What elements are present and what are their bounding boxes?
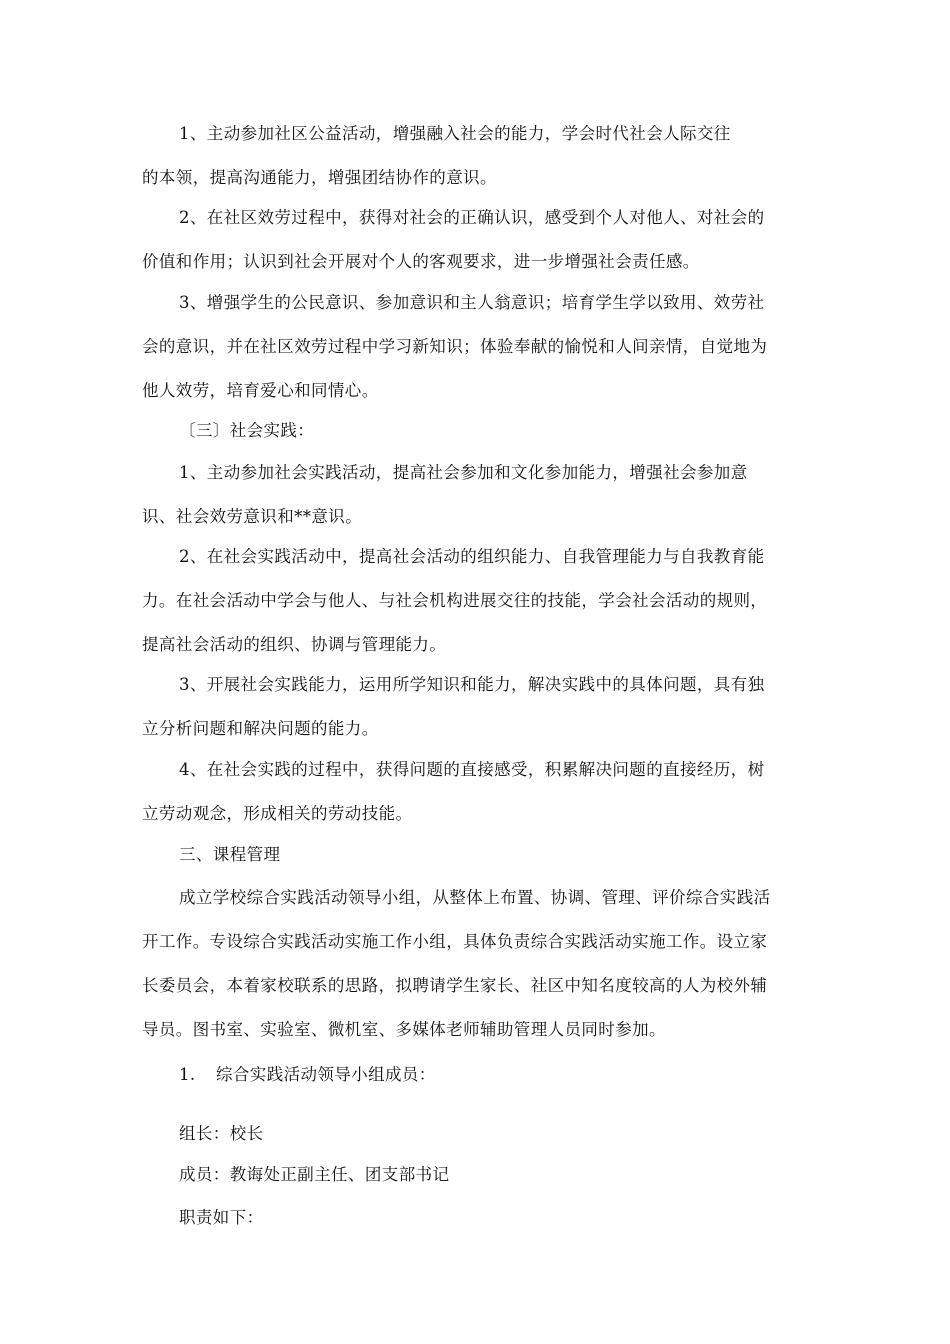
leader-line [142,1112,816,1156]
list-text: 综合实践活动领导小组成员： [216,1065,436,1084]
list-number: 1. [179,1065,196,1084]
text-line: 立劳动观念，形成相关的劳动技能。 [142,804,413,823]
text-line: 提高社会活动的组织、协调与管理能力。 [142,635,447,654]
text-line: 他人效劳，培育爱心和同情心。 [142,381,379,400]
text-line: 识、社会效劳意识和**意识。 [142,507,363,526]
section-heading: 〔三〕社会实践： [179,421,315,440]
text-line: 3、增强学生的公民意识、参加意识和主人翁意识；培育学生学以致用、效劳社 [179,293,765,312]
heading-course-management [142,833,816,877]
text-line: 1、主动参加社会实践活动，提高社会参加和文化参加能力，增强社会参加意 [179,463,748,482]
text-line: 2、在社会实践活动中，提高社会活动的组织能力、自我管理能力与自我教育能 [179,547,765,566]
text-line: 的本领，提高沟通能力，增强团结协作的意识。 [142,168,497,187]
text-line: 组长：校长 [179,1124,264,1143]
text-line: 成员：教诲处正副主任、团支部书记 [179,1165,450,1184]
duties-line [142,1196,816,1240]
text-line: 4、在社会实践的过程中，获得问题的直接感受，积累解决问题的直接经历，树 [179,760,765,779]
paragraph-community-2 [142,196,816,284]
text-line: 1、主动参加社区公益活动，增强融入社会的能力，学会时代社会人际交往 [179,124,731,143]
text-line: 价值和作用；认识到社会开展对个人的客观要求，进一步增强社会责任感。 [142,252,700,271]
paragraph-management [142,876,816,1052]
text-line: 长委员会，本着家校联系的思路，拟聘请学生家长、社区中知名度较高的人为校外辅 [142,976,768,995]
text-line: 职责如下： [179,1208,264,1227]
text-line: 2、在社区效劳过程中，获得对社会的正确认识，感受到个人对他人、对社会的 [179,208,765,227]
members-line [142,1153,816,1197]
paragraph-practice-2 [142,535,816,667]
paragraph-community-1 [142,112,816,200]
text-line: 3、开展社会实践能力，运用所学知识和能力，解决实践中的具体问题，具有独 [179,675,765,694]
text-line: 成立学校综合实践活动领导小组，从整体上布置、协调、管理、评价综合实践活 [179,888,771,907]
list-line [142,1053,816,1097]
text-line: 导员。图书室、实验室、微机室、多媒体老师辅助管理人员同时参加。 [142,1020,666,1039]
text-line: 开工作。专设综合实践活动实施工作小组，具体负责综合实践活动实施工作。设立家 [142,932,768,951]
text-line: 力。在社会活动中学会与他人、与社会机构进展交往的技能，学会社会活动的规则， [142,591,768,610]
list-item-leadership-group [142,1053,816,1097]
paragraph-practice-1 [142,451,816,539]
text-line: 立分析问题和解决问题的能力。 [142,719,379,738]
text-line: 会的意识，并在社区效劳过程中学习新知识；体验奉献的愉悦和人间亲情，自觉地为 [142,337,768,356]
heading-social-practice [142,409,816,453]
paragraph-practice-3 [142,663,816,751]
paragraph-practice-4 [142,748,816,836]
paragraph-community-3 [142,281,816,413]
section-heading: 三、课程管理 [179,845,281,864]
